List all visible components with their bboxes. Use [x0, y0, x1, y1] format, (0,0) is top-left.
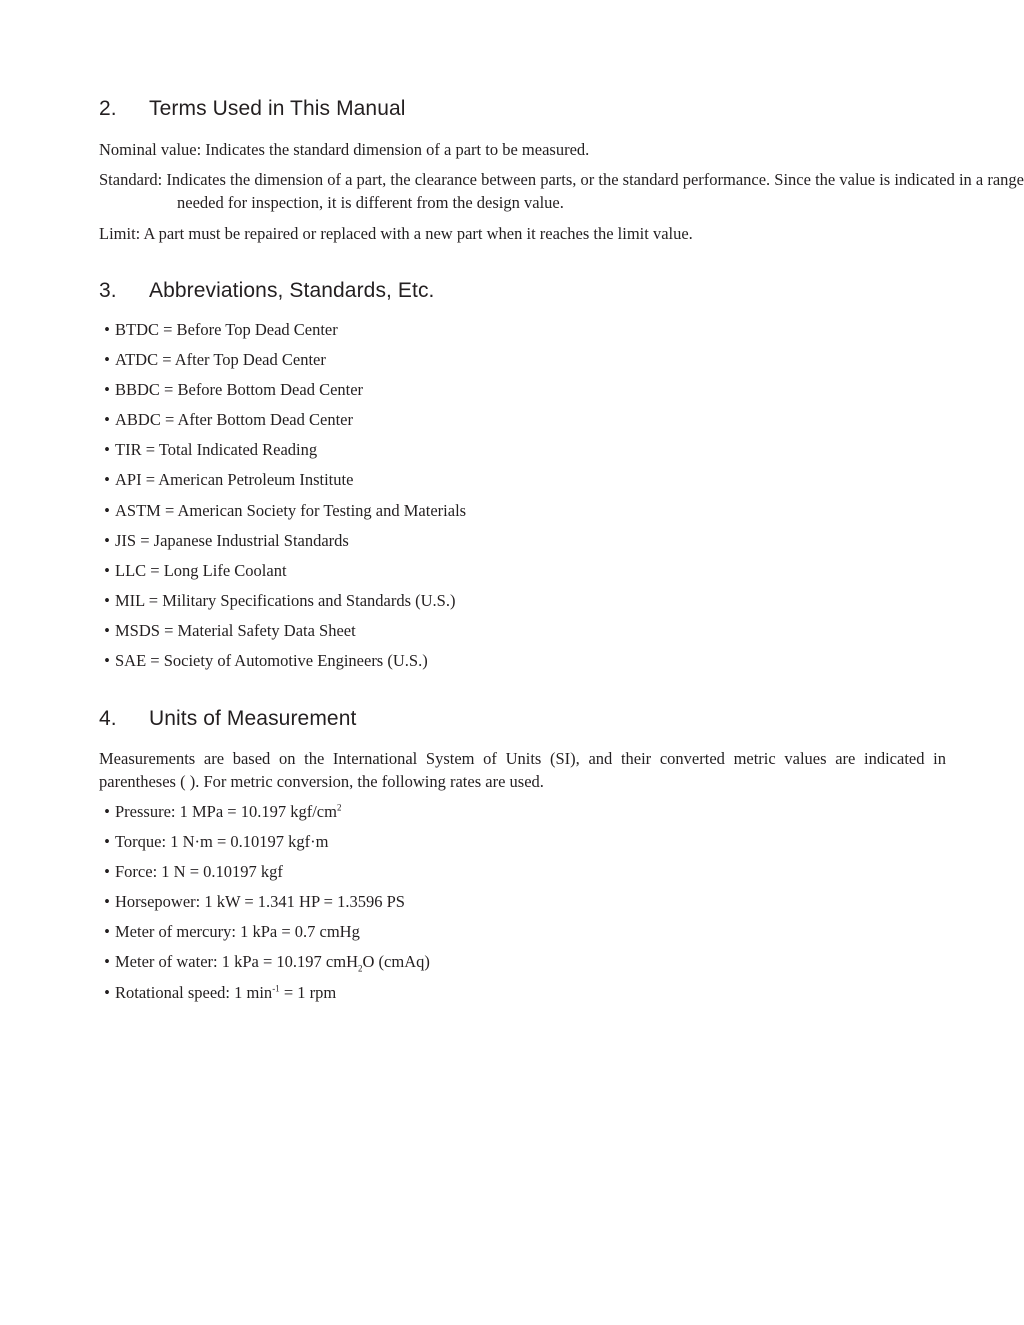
bullet-icon: •	[104, 320, 110, 339]
standard-definition: Standard: Indicates the dimension of a part, the clearance between parts, or the standard performance. Since the value is indicated in a range needed for inspection, it is different from the design value.	[99, 170, 1024, 212]
list-item-text: TIR = Total Indicated Reading	[115, 440, 318, 460]
bullet-icon: •	[104, 922, 110, 942]
list-item-text-tail: O (cmAq)	[362, 952, 430, 972]
list-item-text: BBDC = Before Bottom Dead Center	[115, 380, 364, 400]
list-item	[99, 499, 466, 529]
bullet-icon: •	[104, 862, 110, 882]
bullet-icon: •	[104, 952, 110, 972]
list-item	[99, 981, 430, 1011]
list-item	[99, 348, 466, 378]
bullet-icon: •	[104, 832, 110, 852]
list-item-text: Meter of water: 1 kPa = 10.197 cmH	[115, 952, 358, 972]
list-item	[99, 950, 430, 980]
bullet-icon: •	[104, 892, 110, 912]
list-item-text: ATDC = After Top Dead Center	[115, 350, 326, 370]
list-item-text: Horsepower: 1 kW = 1.341 HP = 1.3596 PS	[115, 892, 405, 912]
bullet-icon: •	[104, 350, 110, 370]
list-item-text: Meter of mercury: 1 kPa = 0.7 cmHg	[115, 922, 360, 942]
list-item	[99, 438, 466, 468]
list-item-text: ASTM = American Society for Testing and Materials	[115, 500, 467, 520]
list-item-text: Pressure: 1 MPa = 10.197 kgf/cm	[115, 802, 337, 821]
limit-definition: Limit: A part must be repaired or replaced with a new part when it reaches the limit value.	[99, 224, 693, 243]
nominal-value-definition: Nominal value: Indicates the standard dimension of a part to be measured.	[99, 140, 590, 159]
list-item-text: LLC = Long Life Coolant	[115, 560, 287, 580]
bullet-icon: •	[104, 470, 110, 490]
conversion-list	[99, 800, 430, 1011]
section-heading-units	[99, 707, 356, 731]
list-item	[99, 408, 466, 438]
list-item	[99, 920, 430, 950]
superscript: -1	[272, 983, 280, 994]
section-number: 2.	[99, 97, 117, 120]
subscript: 2	[358, 963, 363, 974]
bullet-icon: •	[104, 802, 110, 821]
bullet-icon: •	[104, 380, 110, 400]
bullet-icon: •	[104, 410, 110, 430]
bullet-icon: •	[104, 982, 110, 1002]
bullet-icon: •	[104, 560, 110, 580]
list-item	[99, 529, 466, 559]
list-item-text-tail: = 1 rpm	[279, 982, 337, 1002]
list-item	[99, 619, 466, 649]
list-item	[99, 860, 430, 890]
bullet-icon: •	[104, 500, 110, 520]
list-item-text: API = American Petroleum Institute	[115, 470, 354, 490]
units-intro: Measurements are based on the International System of Units (SI), and their converted metric values are indicated in parentheses ( ). For metric conversion, the following rates are used.	[99, 749, 946, 791]
list-item-text: MSDS = Material Safety Data Sheet	[115, 620, 356, 640]
list-item	[99, 649, 466, 679]
section-title: Abbreviations, Standards, Etc.	[149, 279, 435, 302]
list-item-text: Force: 1 N = 0.10197 kgf	[115, 862, 283, 882]
superscript: 2	[336, 802, 342, 813]
list-item-text: Rotational speed: 1 min	[115, 982, 273, 1002]
list-item-text: ABDC = After Bottom Dead Center	[115, 410, 353, 430]
bullet-icon: •	[104, 590, 110, 610]
bullet-icon: •	[104, 620, 110, 640]
abbreviations-list	[99, 318, 466, 679]
list-item	[99, 318, 466, 348]
list-item	[99, 800, 430, 830]
bullet-icon: •	[104, 530, 110, 550]
section-heading-terms	[99, 97, 406, 121]
list-item-text: MIL = Military Specifications and Standards (U.S.)	[115, 590, 456, 610]
section-title: Units of Measurement	[149, 707, 357, 730]
section-number: 3.	[99, 279, 117, 302]
list-item-text: SAE = Society of Automotive Engineers (U.S.)	[115, 651, 428, 671]
list-item	[99, 559, 466, 589]
list-item	[99, 468, 466, 498]
list-item-text: BTDC = Before Top Dead Center	[115, 320, 338, 339]
list-item-text: Torque: 1 N·m = 0.10197 kgf·m	[115, 832, 329, 852]
list-item-text: JIS = Japanese Industrial Standards	[115, 530, 349, 550]
bullet-icon: •	[104, 440, 110, 460]
bullet-icon: •	[104, 651, 110, 671]
section-title: Terms Used in This Manual	[149, 97, 406, 120]
section-heading-abbreviations	[99, 279, 435, 303]
list-item	[99, 830, 430, 860]
list-item	[99, 378, 466, 408]
list-item	[99, 890, 430, 920]
section-number: 4.	[99, 707, 117, 730]
list-item	[99, 589, 466, 619]
